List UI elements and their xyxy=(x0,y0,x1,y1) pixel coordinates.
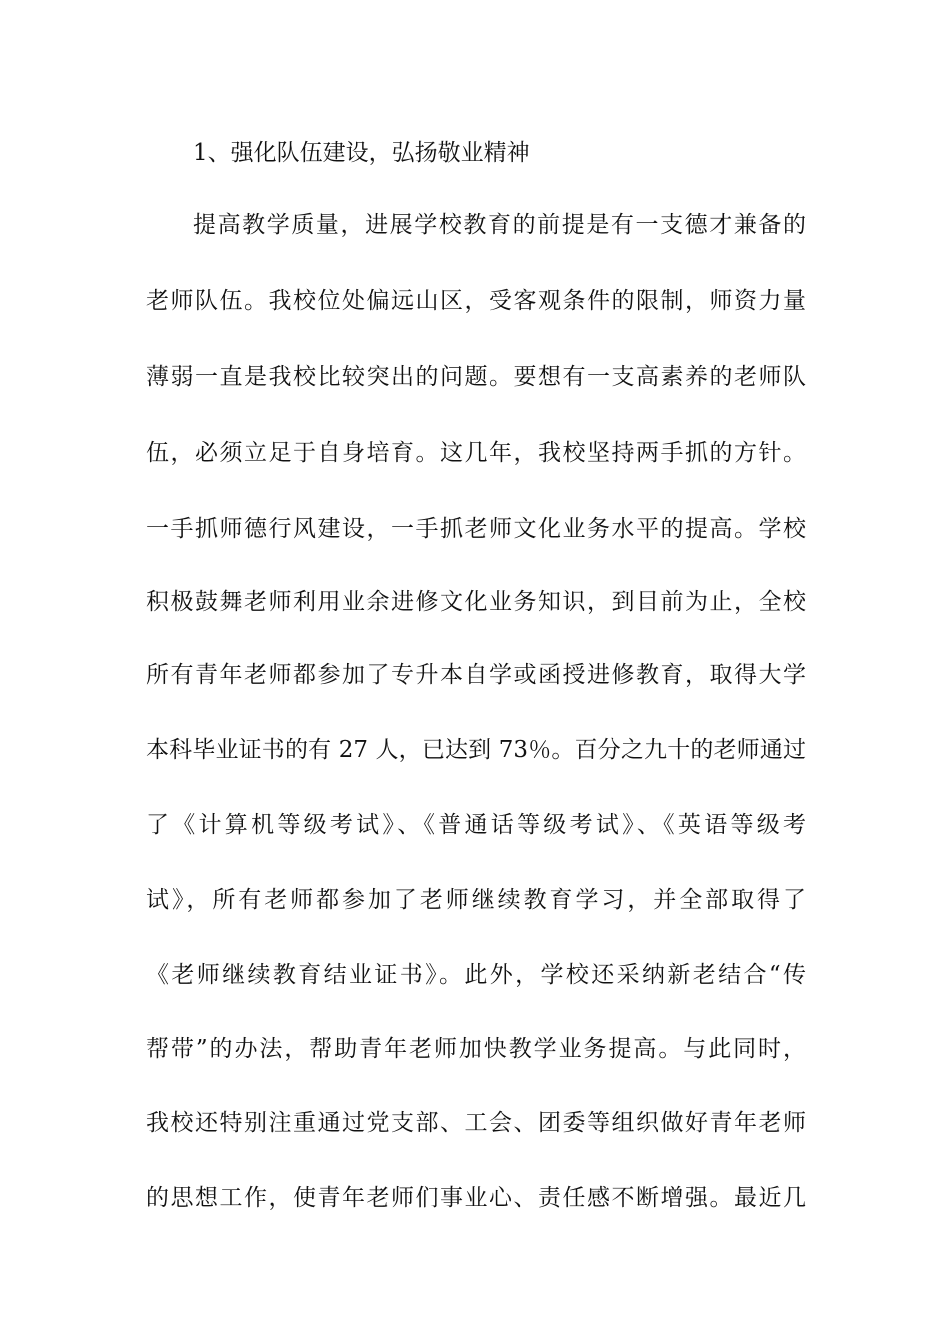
paragraph-line: 试》，所有老师都参加了老师继续教育学习，并全部取得了 xyxy=(146,887,806,913)
paragraph-line: 我校还特别注重通过党支部、工会、团委等组织做好青年老师 xyxy=(146,1110,806,1136)
paragraph-line: 积极鼓舞老师利用业余进修文化业务知识，到目前为止，全校 xyxy=(146,589,806,615)
paragraph-line: 的思想工作，使青年老师们事业心、责任感不断增强。最近几 xyxy=(146,1185,806,1211)
paragraph-line: 一手抓师德行风建设，一手抓老师文化业务水平的提高。学校 xyxy=(146,516,806,542)
paragraph-line: 老师队伍。我校位处偏远山区，受客观条件的限制，师资力量 xyxy=(146,288,806,314)
section-heading: 1、强化队伍建设，弘扬敬业精神 xyxy=(193,140,530,166)
paragraph-line: 薄弱一直是我校比较突出的问题。要想有一支高素养的老师队 xyxy=(146,364,806,390)
paragraph-line: 《老师继续教育结业证书》。此外，学校还采纳新老结合“传 xyxy=(146,962,806,988)
paragraph-line: 所有青年老师都参加了专升本自学或函授进修教育，取得大学 xyxy=(146,662,806,688)
paragraph-line: 帮带”的办法，帮助青年老师加快教学业务提高。与此同时， xyxy=(146,1036,806,1062)
paragraph-line: 了《计算机等级考试》、《普通话等级考试》、《英语等级考 xyxy=(146,812,806,838)
paragraph-line: 伍，必须立足于自身培育。这几年，我校坚持两手抓的方针。 xyxy=(146,440,806,466)
paragraph-line: 提高教学质量，进展学校教育的前提是有一支德才兼备的 xyxy=(193,212,806,238)
paragraph-line: 本科毕业证书的有 27 人，已达到 73％。百分之九十的老师通过 xyxy=(146,737,806,763)
